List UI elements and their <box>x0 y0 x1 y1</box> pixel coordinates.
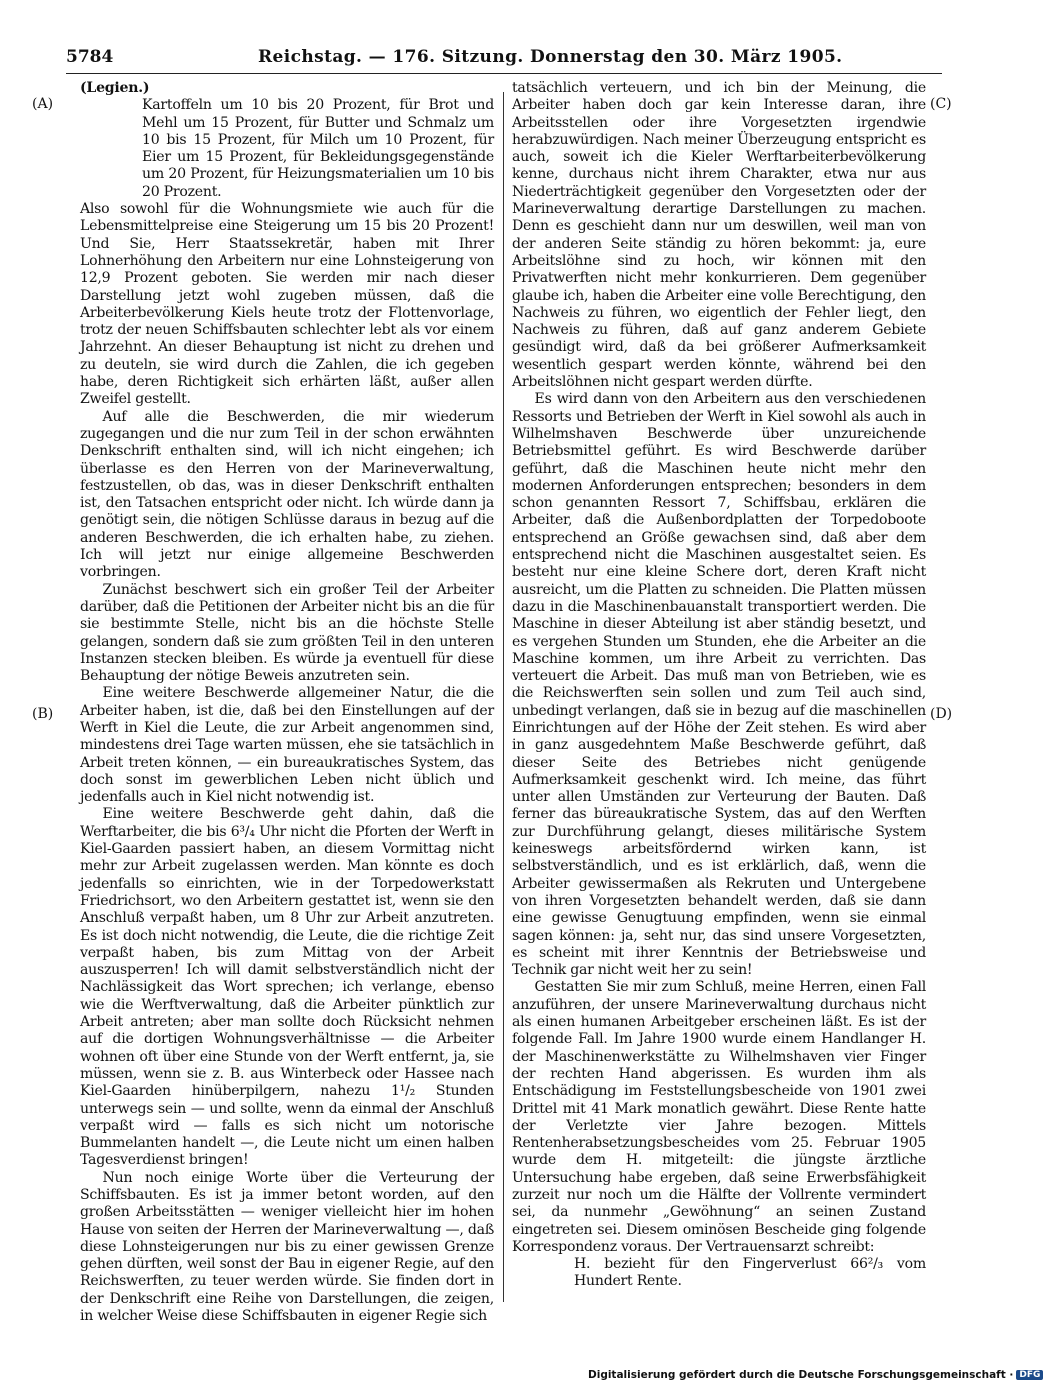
page-header <box>66 47 942 71</box>
quoted-text: H. bezieht für den Fingerverlust 66²/₃ vom Hundert Rente. <box>574 1256 926 1290</box>
dfg-logo: DFG <box>1016 1370 1043 1380</box>
margin-marker-a: (A) <box>32 96 54 112</box>
paragraph: Eine weitere Beschwerde geht dahin, daß die Werftarbeiter, die bis 6³/₄ Uhr nicht die Pforten der Werft in Kiel-Gaarden passiert haben, an diesem Vormittag nicht mehr zur Arbeit zugelassen werden. Man könnte es doch jedenfalls so einrichten, wie in der Torpedowerkstatt Friedrichsort, wo den Arbeitern gestattet ist, wenn sie den Anschluß verpaßt haben, um 8 Uhr zur Arbeit anzutreten. Es ist doch nicht notwendig, die Leute, die die richtige Zeit verpaßt haben, bis zum Mittag von der Arbeit auszusperren! Ich will damit selbstverständlich nicht der Nachlässigkeit das Wort sprechen; ich verlange, ebenso wie die Werftverwaltung, daß die Arbeiter pünktlich zur Arbeit antreten; aber man sollte doch Rücksicht nehmen auf die dortigen Wohnungsverhältnisse — die Arbeiter wohnen oft über eine Stunde von der Werft entfernt, ja, sie müssen, wenn sie z. B. aus Winterbeck oder Hassee nach Kiel-Gaarden hinüberpilgern, nahezu 1¹/₂ Stunden unterwegs sein — und sollte, wenn da einmal der Anschluß verpaßt wird — falls es sich nicht um notorische Bummelanten handelt —, die Leute nicht um einen halben Tagesverdienst bringen! <box>80 806 494 1169</box>
paragraph: Es wird dann von den Arbeitern aus den verschiedenen Ressorts und Betrieben der Werft in Kiel sowohl als auch in Wilhelmshaven Beschwerde über unzureichende Betriebsmittel geführt. Es wird Beschwerde darüber geführt, daß die Maschinen heute nicht mehr den modernen Anforderungen entsprechen; besonders in dem schon genannten Ressort 7, Schiffsbau, erklären die Arbeiter, daß die Außenbordplatten der Torpedoboote entsprechend an Größe gewachsen sind, daß aber dem entsprechend nicht die Maschinen ausgestaltet seien. Es besteht nur eine kleine Schere dort, deren Kraft nicht ausreicht, um die Platten zu schneiden. Die Platten müssen dazu in die Maschinenbauanstalt transportiert werden. Die Maschine in dieser Abteilung ist aber ständig besetzt, und es vergehen Stunden um Stunden, ehe die Arbeiter an die Maschine kommen, um ihre Arbeit zu verrichten. Das verteuert die Arbeit. Das muß man von Betrieben, wie es die Reichswerften sein sollen und zum Teil auch sind, unbedingt verlangen, daß sie in bezug auf die maschinellen Einrichtungen auf der Höhe der Zeit stehen. Es wird aber in ganz ausgedehntem Maße Beschwerde geführt, daß dieser Seite des Betriebes nicht genügende Aufmerksamkeit geschenkt wird. Ich meine, das führt unter allen Umständen zur Verteurung der Bauten. Daß ferner das büreaukratische System, das auf den Werften zur Durchführung gelangt, dieses militärische System keineswegs arbeitsfördernd wirken kann, ist selbstverständlich, und es ist erklärlich, daß, wenn die Arbeiter gewissermaßen als Rekruten und Untergebene von ihren Vorgesetzten behandelt werden, daß sie dann eine gewisse Genugtuung empfinden, wenn sie einmal sagen können: ja, seht nur, das sind unsere Vorgesetzten, es scheint mit ihrer Kenntnis der Betriebsweise und Technik gar nicht weit her zu sein! <box>512 391 926 979</box>
digitization-credit <box>588 1369 1041 1383</box>
paragraph: tatsächlich verteuern, und ich bin der Meinung, die Arbeiter haben doch gar kein Interesse daran, ihre Arbeitsstellen oder ihre Vorgesetzten irgendwie herabzuwürdigen. Nach meiner Überzeugung entspricht es auch, soweit ich die Kieler Werftarbeiterbevölkerung kenne, durchaus nicht ihrem Charakter, etwa nur aus Niederträchtigkeit gegenüber den Vorgesetzten oder der Marineverwaltung derartige Darstellungen zu machen. Denn es geschieht dann nur um deswillen, weil man von der anderen Seite ständig zu hören bekommt: ja, eure Arbeitslöhne sind zu hoch, wir können mit den Privatwerften nicht mehr konkurrieren. Dem gegenüber glaube ich, haben die Arbeiter eine volle Berechtigung, den Nachweis zu führen, wo eigentlich der Fehler liegt, den Nachweis zu führen, daß auf ganz anderem Gebiete gesündigt wird, daß da bei größerer Aufmerksamkeit wesentlich gespart werden könnte, während bei den Arbeitslöhnen nicht gespart werden dürfte. <box>512 80 926 391</box>
column-divider <box>503 92 504 1302</box>
paragraph: Also sowohl für die Wohnungsmiete wie auch für die Lebensmittelpreise eine Steigerung um 15 bis 20 Prozent! Und Sie, Herr Staatssekretär, haben mit Ihrer Lohnerhöhung den Arbeitern nur eine Lohnsteigerung von 12,9 Prozent geboten. Sie werden mir nach dieser Darstellung jetzt wohl zugeben müssen, daß die Arbeiterbevölkerung Kiels heute trotz der Flottenvorlage, trotz der neuen Schiffsbauten schlechter lebt als vor einem Jahrzehnt. An dieser Behauptung ist nicht zu drehen und zu deuteln, sie wird durch die Zahlen, die ich gegeben habe, deren Richtigkeit sich erhärten läßt, außer allen Zweifel gestellt. <box>80 201 494 408</box>
credit-text: Digitalisierung gefördert durch die Deutsche Forschungsgemeinschaft · <box>588 1369 1014 1381</box>
margin-marker-d: (D) <box>930 706 953 722</box>
running-head: Reichstag. — 176. Sitzung. Donnerstag den 30. März 1905. <box>258 47 843 67</box>
left-column <box>80 80 494 1325</box>
quoted-text: Kartoffeln um 10 bis 20 Prozent, für Brot und Mehl um 15 Prozent, für Butter und Schmalz um 10 bis 15 Prozent, für Milch um 10 Prozent, für Eier um 15 Prozent, für Bekleidungsgegenstände um 20 Prozent, für Heizungsmaterialien um 10 bis 20 Prozent. <box>142 97 494 200</box>
paragraph: Zunächst beschwert sich ein großer Teil der Arbeiter darüber, daß die Petitionen der Arbeiter nicht bis an die für sie bestimmte Stelle, nicht bis an die höchste Stelle gelangen, sondern daß sie zum größten Teil in den unteren Instanzen stecken bleiben. Es würde ja eventuell für diese Behauptung der nötige Beweis anzutreten sein. <box>80 581 494 685</box>
right-column <box>512 80 926 1291</box>
page-number: 5784 <box>66 47 114 67</box>
margin-marker-c: (C) <box>930 96 952 112</box>
paragraph: Gestatten Sie mir zum Schluß, meine Herren, einen Fall anzuführen, der unsere Marineverwaltung durchaus nicht als einen humanen Arbeitgeber erscheinen läßt. Es ist der folgende Fall. Im Jahre 1900 wurde einem Handlanger H. der Maschinenwerkstätte zu Wilhelmshaven vier Finger der rechten Hand abgerissen. Es wurden ihm als Entschädigung im Feststellungsbescheide von 1901 zwei Drittel mit 41 Mark monatlich gewährt. Diese Rente hatte der Verletzte vier Jahre bezogen. Mittels Rentenherabsetzungsbescheides vom 25. Februar 1905 wurde dem H. mitgeteilt: die jüngste ärztliche Untersuchung habe ergeben, daß seine Erwerbsfähigkeit zurzeit nur noch um die Hälfte der Vollrente vermindert sei, da nunmehr „Gewöhnung“ an seinen Zustand eingetreten sei. Diesem ominösen Bescheide ging folgende Korrespondenz voraus. Der Vertrauensarzt schreibt: <box>512 979 926 1255</box>
margin-marker-b: (B) <box>32 706 54 722</box>
paragraph: Auf alle die Beschwerden, die mir wiederum zugegangen und die nur zum Teil in der schon erwähnten Denkschrift enthalten sind, will ich nicht eingehen; ich überlasse es den Herren von der Marineverwaltung, festzustellen, ob das, was in dieser Denkschrift enthalten ist, den Tatsachen entspricht oder nicht. Ich würde dann ja genötigt sein, die nötigen Schlüsse daraus in bezug auf die anderen Beschwerden, die ich erhalten habe, zu ziehen. Ich will jetzt nur einige allgemeine Beschwerden vorbringen. <box>80 408 494 581</box>
speaker-name: (Legien.) <box>80 80 150 96</box>
paragraph: Nun noch einige Worte über die Verteurung der Schiffsbauten. Es ist ja immer betont worden, auf den großen Arbeitsstätten — weniger vielleicht hier im hohen Hause von seiten der Herren der Marineverwaltung —, daß diese Lohnsteigerungen nur bis zu einer gewissen Grenze gehen dürften, weil sonst der Bau in eigener Regie, auf den Reichswerften, zu teuer werden würde. Sie finden dort in der Denkschrift eine Reihe von Darstellungen, die zeigen, in welcher Weise diese Schiffsbauten in eigener Regie sich <box>80 1169 494 1325</box>
paragraph: Eine weitere Beschwerde allgemeiner Natur, die die Arbeiter haben, ist die, daß bei den Einstellungen auf der Werft in Kiel die Leute, die zur Arbeit angenommen sind, mindestens drei Tage warten müssen, ehe sie tatsächlich in Arbeit treten können, — ein bureaukratisches System, das doch sonst im gewerblichen Leben nicht üblich und jedenfalls auch in Kiel nicht notwendig ist. <box>80 685 494 806</box>
header-rule <box>66 73 942 74</box>
